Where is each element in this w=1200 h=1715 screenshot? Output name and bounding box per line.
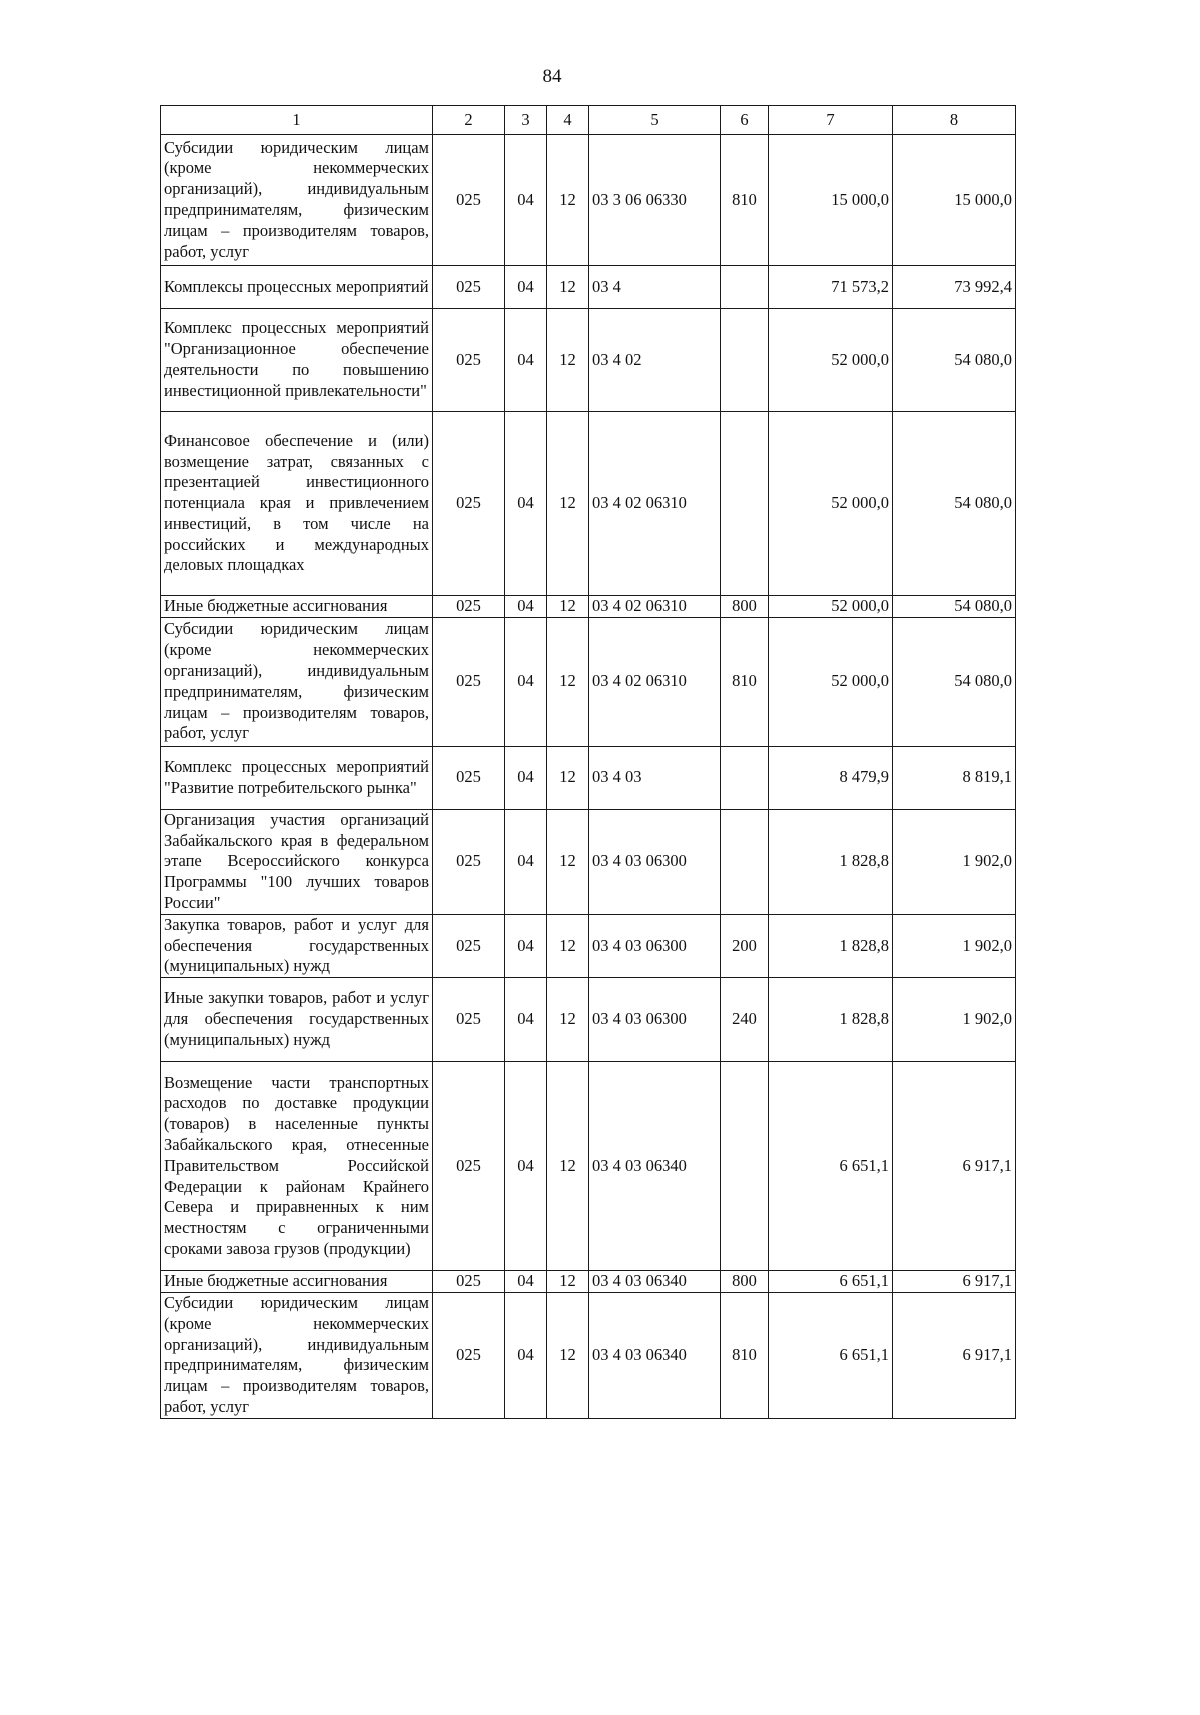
header-cell-7: 7 xyxy=(769,106,893,135)
page-number: 84 xyxy=(542,66,562,87)
header-cell-6: 6 xyxy=(721,106,769,135)
item-name-cell: Субсидии юридическим лицам (кроме некоммерческих организаций), индивидуальным предпринимателям, физическим лицам – производителям товаров, работ, услуг xyxy=(161,135,433,266)
admin-code-cell: 025 xyxy=(433,914,505,977)
section-cell: 04 xyxy=(505,412,547,596)
section-cell: 04 xyxy=(505,914,547,977)
expense-type-cell: 240 xyxy=(721,978,769,1062)
amount-year2-cell: 1 902,0 xyxy=(893,809,1016,914)
admin-code-cell: 025 xyxy=(433,1292,505,1418)
amount-year2-cell: 6 917,1 xyxy=(893,1271,1016,1293)
section-cell: 04 xyxy=(505,809,547,914)
amount-year1-cell: 52 000,0 xyxy=(769,596,893,618)
amount-year1-cell: 1 828,8 xyxy=(769,978,893,1062)
amount-year2-cell: 6 917,1 xyxy=(893,1062,1016,1271)
admin-code-cell: 025 xyxy=(433,596,505,618)
subsection-cell: 12 xyxy=(547,914,589,977)
expense-type-cell: 810 xyxy=(721,135,769,266)
expense-type-cell xyxy=(721,1062,769,1271)
section-cell: 04 xyxy=(505,617,547,746)
header-row xyxy=(161,106,1016,135)
item-name-cell: Субсидии юридическим лицам (кроме некоммерческих организаций), индивидуальным предпринимателям, физическим лицам – производителям товаров, работ, услуг xyxy=(161,1292,433,1418)
amount-year2-cell: 15 000,0 xyxy=(893,135,1016,266)
target-article-cell: 03 4 02 06310 xyxy=(589,596,721,618)
section-cell: 04 xyxy=(505,1271,547,1293)
table-row xyxy=(161,617,1016,746)
subsection-cell: 12 xyxy=(547,266,589,309)
table-row xyxy=(161,309,1016,412)
expense-type-cell: 200 xyxy=(721,914,769,977)
section-cell: 04 xyxy=(505,1292,547,1418)
target-article-cell: 03 4 02 xyxy=(589,309,721,412)
amount-year2-cell: 54 080,0 xyxy=(893,596,1016,618)
admin-code-cell: 025 xyxy=(433,746,505,809)
amount-year1-cell: 71 573,2 xyxy=(769,266,893,309)
expense-type-cell: 810 xyxy=(721,617,769,746)
subsection-cell: 12 xyxy=(547,978,589,1062)
table-row xyxy=(161,978,1016,1062)
admin-code-cell: 025 xyxy=(433,135,505,266)
section-cell: 04 xyxy=(505,266,547,309)
expense-type-cell: 810 xyxy=(721,1292,769,1418)
admin-code-cell: 025 xyxy=(433,617,505,746)
header-cell-1: 1 xyxy=(161,106,433,135)
header-cell-3: 3 xyxy=(505,106,547,135)
subsection-cell: 12 xyxy=(547,809,589,914)
amount-year2-cell: 73 992,4 xyxy=(893,266,1016,309)
subsection-cell: 12 xyxy=(547,1062,589,1271)
amount-year1-cell: 15 000,0 xyxy=(769,135,893,266)
amount-year2-cell: 54 080,0 xyxy=(893,617,1016,746)
amount-year1-cell: 52 000,0 xyxy=(769,617,893,746)
table-row xyxy=(161,266,1016,309)
amount-year2-cell: 1 902,0 xyxy=(893,978,1016,1062)
amount-year2-cell: 6 917,1 xyxy=(893,1292,1016,1418)
section-cell: 04 xyxy=(505,978,547,1062)
item-name-cell: Иные бюджетные ассигнования xyxy=(161,1271,433,1293)
expense-type-cell xyxy=(721,746,769,809)
item-name-cell: Иные бюджетные ассигнования xyxy=(161,596,433,618)
target-article-cell: 03 4 03 06300 xyxy=(589,914,721,977)
amount-year1-cell: 6 651,1 xyxy=(769,1062,893,1271)
item-name-cell: Субсидии юридическим лицам (кроме некоммерческих организаций), индивидуальным предпринимателям, физическим лицам – производителям товаров, работ, услуг xyxy=(161,617,433,746)
header-cell-8: 8 xyxy=(893,106,1016,135)
section-cell: 04 xyxy=(505,746,547,809)
item-name-cell: Организация участия организаций Забайкальского края в федеральном этапе Всероссийского конкурса Программы "100 лучших товаров России" xyxy=(161,809,433,914)
target-article-cell: 03 4 02 06310 xyxy=(589,617,721,746)
admin-code-cell: 025 xyxy=(433,309,505,412)
amount-year2-cell: 54 080,0 xyxy=(893,412,1016,596)
admin-code-cell: 025 xyxy=(433,978,505,1062)
amount-year1-cell: 6 651,1 xyxy=(769,1292,893,1418)
admin-code-cell: 025 xyxy=(433,266,505,309)
admin-code-cell: 025 xyxy=(433,809,505,914)
amount-year1-cell: 8 479,9 xyxy=(769,746,893,809)
amount-year1-cell: 1 828,8 xyxy=(769,809,893,914)
subsection-cell: 12 xyxy=(547,746,589,809)
expense-type-cell xyxy=(721,809,769,914)
item-name-cell: Иные закупки товаров, работ и услуг для обеспечения государственных (муниципальных) нужд xyxy=(161,978,433,1062)
subsection-cell: 12 xyxy=(547,309,589,412)
target-article-cell: 03 4 03 06300 xyxy=(589,978,721,1062)
admin-code-cell: 025 xyxy=(433,1271,505,1293)
amount-year1-cell: 6 651,1 xyxy=(769,1271,893,1293)
item-name-cell: Закупка товаров, работ и услуг для обеспечения государственных (муниципальных) нужд xyxy=(161,914,433,977)
table-row xyxy=(161,596,1016,618)
table-row xyxy=(161,1062,1016,1271)
item-name-cell: Финансовое обеспечение и (или) возмещение затрат, связанных с презентацией инвестиционного потенциала края и привлечением инвестиций, в том числе на российских и международных деловых площадках xyxy=(161,412,433,596)
expense-type-cell xyxy=(721,266,769,309)
amount-year1-cell: 52 000,0 xyxy=(769,412,893,596)
item-name-cell: Возмещение части транспортных расходов по доставке продукции (товаров) в населенные пункты Забайкальского края, отнесенные Правительством Российской Федерации к районам Крайнего Севера и приравненных к ним местностям с ограниченными сроками завоза грузов (продукции) xyxy=(161,1062,433,1271)
item-name-cell: Комплексы процессных мероприятий xyxy=(161,266,433,309)
table-row xyxy=(161,1271,1016,1293)
target-article-cell: 03 4 03 06340 xyxy=(589,1292,721,1418)
expense-type-cell xyxy=(721,309,769,412)
target-article-cell: 03 4 03 06340 xyxy=(589,1062,721,1271)
section-cell: 04 xyxy=(505,596,547,618)
budget-table xyxy=(160,105,1016,1419)
section-cell: 04 xyxy=(505,309,547,412)
table-body xyxy=(161,135,1016,1419)
subsection-cell: 12 xyxy=(547,596,589,618)
target-article-cell: 03 4 03 xyxy=(589,746,721,809)
target-article-cell: 03 3 06 06330 xyxy=(589,135,721,266)
subsection-cell: 12 xyxy=(547,135,589,266)
table-row xyxy=(161,746,1016,809)
amount-year1-cell: 52 000,0 xyxy=(769,309,893,412)
table-row xyxy=(161,135,1016,266)
amount-year1-cell: 1 828,8 xyxy=(769,914,893,977)
item-name-cell: Комплекс процессных мероприятий "Организационное обеспечение деятельности по повышению инвестиционной привлекательности" xyxy=(161,309,433,412)
target-article-cell: 03 4 02 06310 xyxy=(589,412,721,596)
amount-year2-cell: 8 819,1 xyxy=(893,746,1016,809)
header-cell-2: 2 xyxy=(433,106,505,135)
item-name-cell: Комплекс процессных мероприятий "Развитие потребительского рынка" xyxy=(161,746,433,809)
section-cell: 04 xyxy=(505,1062,547,1271)
target-article-cell: 03 4 xyxy=(589,266,721,309)
expense-type-cell xyxy=(721,412,769,596)
amount-year2-cell: 54 080,0 xyxy=(893,309,1016,412)
target-article-cell: 03 4 03 06300 xyxy=(589,809,721,914)
subsection-cell: 12 xyxy=(547,1271,589,1293)
target-article-cell: 03 4 03 06340 xyxy=(589,1271,721,1293)
expense-type-cell: 800 xyxy=(721,596,769,618)
table-row xyxy=(161,412,1016,596)
table-row xyxy=(161,1292,1016,1418)
header-cell-4: 4 xyxy=(547,106,589,135)
subsection-cell: 12 xyxy=(547,412,589,596)
table-row xyxy=(161,809,1016,914)
expense-type-cell: 800 xyxy=(721,1271,769,1293)
table-row xyxy=(161,914,1016,977)
subsection-cell: 12 xyxy=(547,1292,589,1418)
amount-year2-cell: 1 902,0 xyxy=(893,914,1016,977)
admin-code-cell: 025 xyxy=(433,1062,505,1271)
admin-code-cell: 025 xyxy=(433,412,505,596)
header-cell-5: 5 xyxy=(589,106,721,135)
subsection-cell: 12 xyxy=(547,617,589,746)
section-cell: 04 xyxy=(505,135,547,266)
